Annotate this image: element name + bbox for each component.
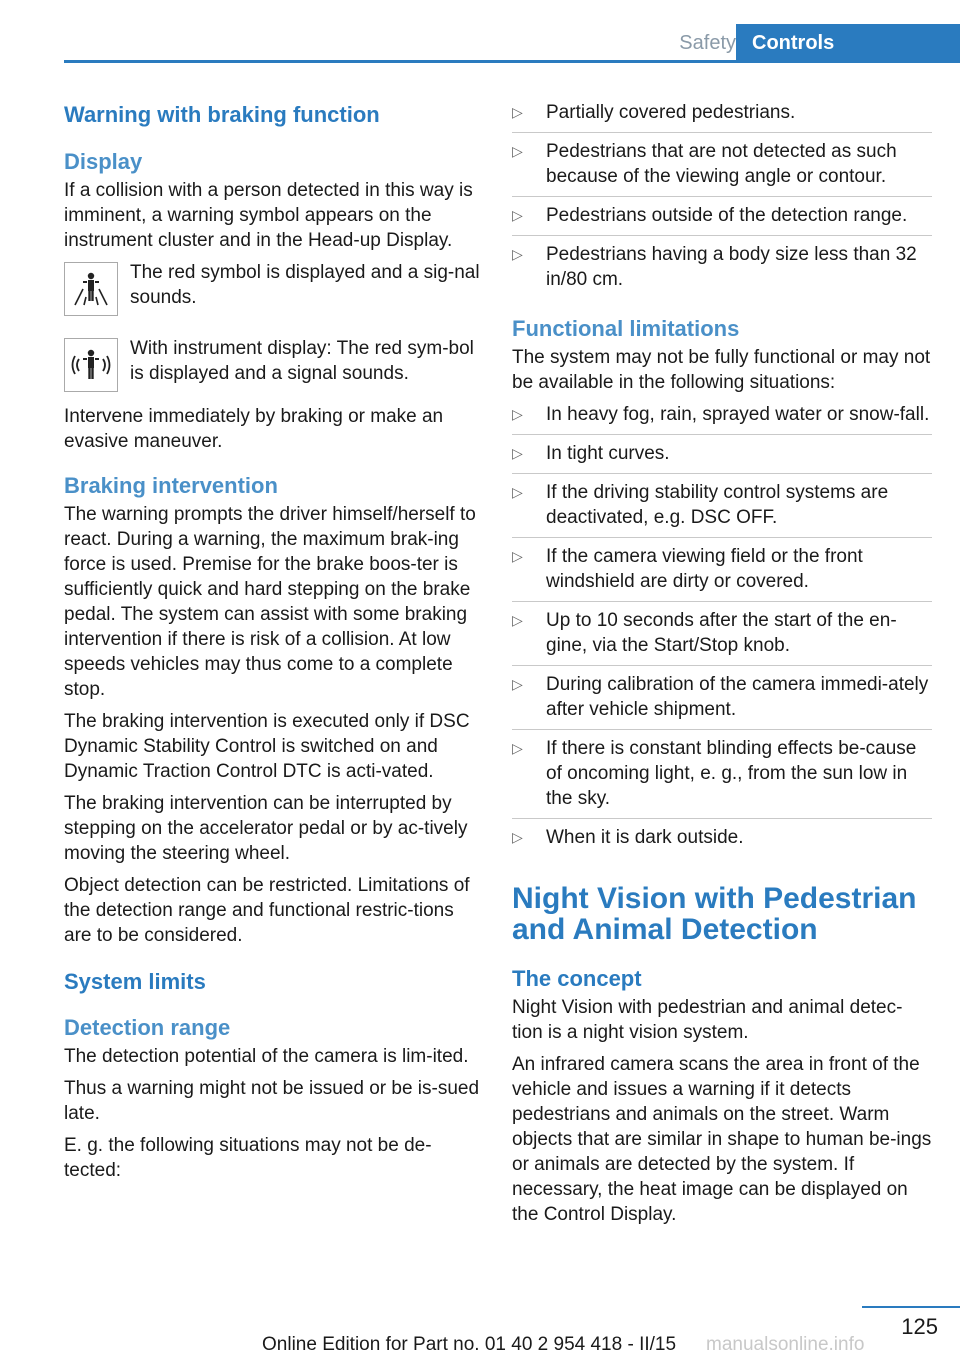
list-item: ▷ If the driving stability control systems are deactivated, e.g. DSC OFF. [512, 480, 932, 538]
list-item: ▷ Pedestrians that are not detected as such because of the viewing angle or contour. [512, 139, 932, 197]
triangle-bullet-icon: ▷ [512, 143, 523, 159]
list-item: ▷ Pedestrians outside of the detection range. [512, 203, 932, 236]
triangle-bullet-icon: ▷ [512, 676, 523, 692]
pedestrian-warning-icon [64, 262, 118, 316]
triangle-bullet-icon: ▷ [512, 207, 523, 223]
pedestrian-sound-icon [64, 338, 118, 392]
list-item: ▷ Up to 10 seconds after the start of the en‐gine, via the Start/Stop knob. [512, 608, 932, 666]
list-item: ▷ During calibration of the camera immedi‐ately after vehicle shipment. [512, 672, 932, 730]
heading-system-limits: System limits [64, 969, 206, 994]
symbol-2-text: With instrument display: The red sym‐bol is displayed and a signal sounds. [130, 338, 474, 384]
paragraph-concept-2: An infrared camera scans the area in front of the vehicle and issues a warning if it detects pedestrians and animals on the street. Warm objects that are similar in shape to human be‐ings or animals are detected by the system. If necessary, the heat image can be displayed on the Control Display. [512, 1054, 932, 1225]
symbol-row-2 [64, 336, 480, 392]
paragraph-range-3: E. g. the following situations may not be de‐tected: [64, 1135, 432, 1181]
paragraph-concept-1: Night Vision with pedestrian and animal detec‐tion is a night vision system. [512, 997, 903, 1043]
list-item: ▷ Partially covered pedestrians. [512, 100, 932, 133]
paragraph-braking-1: The warning prompts the driver himself/herself to react. During a warning, the maximum brak‐ing force is used. Premise for the brake boos‐ter is sufficiently quick and hard stepping on the brake pedal. The system can assist with some braking intervention if there is risk of a collision. At low speeds vehicles may thus come to a complete stop. [64, 504, 476, 700]
triangle-bullet-icon: ▷ [512, 406, 523, 422]
list-item: ▷ In heavy fog, rain, sprayed water or snow‐fall. [512, 402, 932, 435]
paragraph-functional: The system may not be fully functional or may not be available in the following situations: [512, 347, 931, 393]
footer-rule [862, 1306, 960, 1308]
symbol-row-1 [64, 260, 480, 316]
triangle-bullet-icon: ▷ [512, 612, 523, 628]
list-item: ▷ Pedestrians having a body size less than 32 in/80 cm. [512, 244, 917, 290]
triangle-bullet-icon: ▷ [512, 246, 523, 262]
triangle-bullet-icon: ▷ [512, 740, 523, 756]
triangle-bullet-icon: ▷ [512, 548, 523, 564]
edition-note: Online Edition for Part no. 01 40 2 954 418 - II/15 [262, 1334, 677, 1355]
triangle-bullet-icon: ▷ [512, 445, 523, 461]
tab-safety: Safety [679, 32, 736, 54]
paragraph-range-1: The detection potential of the camera is lim‐ited. [64, 1046, 469, 1067]
functional-limitations-list [512, 402, 932, 857]
right-column [512, 100, 932, 1234]
paragraph-intervene: Intervene immediately by braking or make an evasive maneuver. [64, 406, 444, 452]
heading-functional-limitations: Functional limitations [512, 316, 740, 341]
tab-controls: Controls [736, 24, 960, 63]
heading-concept: The concept [512, 966, 642, 991]
triangle-bullet-icon: ▷ [512, 104, 523, 120]
heading-braking-intervention: Braking intervention [64, 473, 278, 498]
heading-display: Display [64, 149, 143, 174]
list-item: ▷ If there is constant blinding effects be‐cause of oncoming light, e. g., from the sun low in the sky. [512, 736, 932, 819]
heading-night-vision: Night Vision with Pedestrian and Animal Detection [512, 882, 917, 946]
triangle-bullet-icon: ▷ [512, 484, 523, 500]
left-column [64, 100, 480, 1190]
paragraph-braking-3: The braking intervention can be interrupted by stepping on the accelerator pedal or by ac‐tively moving the steering wheel. [64, 793, 468, 864]
heading-warning-braking: Warning with braking function [64, 102, 380, 127]
list-item: ▷ If the camera viewing field or the front windshield are dirty or covered. [512, 544, 932, 602]
heading-detection-range: Detection range [64, 1015, 231, 1040]
paragraph-display: If a collision with a person detected in this way is imminent, a warning symbol appears on the instrument cluster and in the Head-up Display. [64, 180, 473, 251]
symbol-1-text: The red symbol is displayed and a sig‐nal sounds. [130, 262, 480, 308]
paragraph-braking-2: The braking intervention is executed only if DSC Dynamic Stability Control is switched on and Dynamic Traction Control DTC is acti‐vated. [64, 711, 470, 782]
undetected-situations-list [512, 100, 932, 299]
list-item: ▷ In tight curves. [512, 441, 932, 474]
paragraph-range-2: Thus a warning might not be issued or be is‐sued late. [64, 1078, 480, 1124]
page-number: 125 [901, 1314, 938, 1339]
triangle-bullet-icon: ▷ [512, 829, 523, 845]
paragraph-braking-4: Object detection can be restricted. Limitations of the detection range and functional restric‐tions are to be considered. [64, 875, 470, 946]
list-item: ▷ When it is dark outside. [512, 827, 744, 848]
watermark: manualsonline.info [706, 1334, 865, 1355]
header-rule [64, 60, 960, 63]
